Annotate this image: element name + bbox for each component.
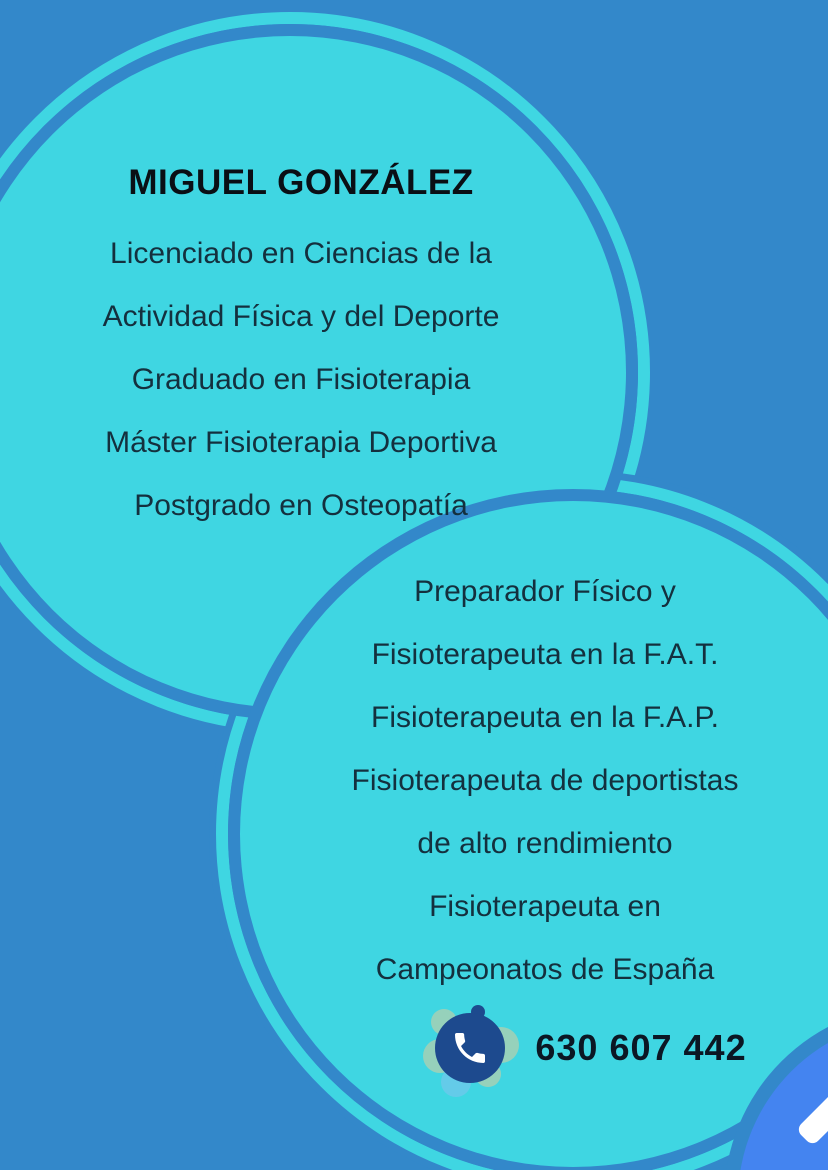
role-line: de alto rendimiento bbox=[417, 827, 673, 860]
phone-icon[interactable] bbox=[435, 1013, 505, 1083]
phone-contact-row bbox=[304, 1001, 828, 1095]
phone-number[interactable]: 630 607 442 bbox=[535, 1027, 747, 1068]
credential-line: Máster Fisioterapia Deportiva bbox=[105, 426, 497, 459]
credential-line: Licenciado en Ciencias de la bbox=[110, 237, 492, 270]
role-line: Preparador Físico y bbox=[414, 575, 676, 608]
role-line: Fisioterapeuta de deportistas bbox=[351, 764, 739, 797]
credential-line: Postgrado en Osteopatía bbox=[134, 489, 468, 522]
person-name: MIGUEL GONZÁLEZ bbox=[128, 163, 474, 202]
role-line: Fisioterapeuta en la F.A.P. bbox=[371, 701, 719, 734]
role-line: Fisioterapeuta en la F.A.T. bbox=[371, 638, 719, 671]
phone-icon-cluster bbox=[427, 1005, 517, 1091]
phone-handset-glyph bbox=[450, 1028, 490, 1068]
credential-line: Graduado en Fisioterapia bbox=[131, 363, 471, 396]
roles-card bbox=[262, 560, 828, 1001]
credential-line: Actividad Física y del Deporte bbox=[102, 300, 500, 333]
role-line: Campeonatos de España bbox=[375, 953, 715, 986]
role-line: Fisioterapeuta en bbox=[429, 890, 661, 923]
profile-card bbox=[18, 160, 584, 537]
